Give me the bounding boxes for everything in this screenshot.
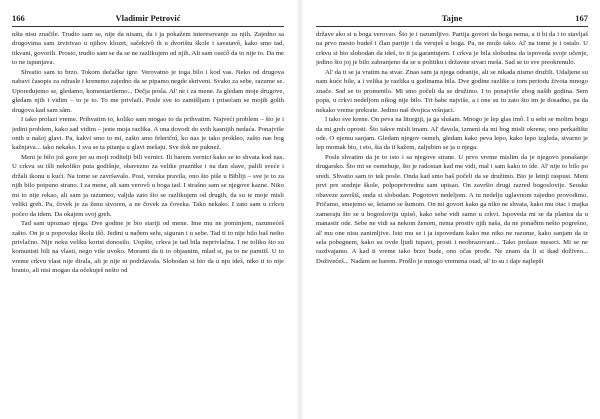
- page-body: [12, 30, 284, 413]
- paragraph: nšta nisu značile. Trudio sam se, nije da nisam, da i ja pokažem interesovanje za njih. Zajedno sa drugovima sam izvirivao u njihov klozet, sačekivô ih u dvorištu škole i savatavô, kako smo tad, tikvani, govorili. Prosto, trudio sam se da se ne razlikujem od njih. Ali sam osećô da to nije to. Da me to ne ispunjava.: [12, 31, 284, 67]
- page-number: 167: [575, 13, 588, 23]
- header-rule: [316, 26, 588, 27]
- page-header: [12, 12, 284, 24]
- right-page: [310, 0, 600, 419]
- paragraph: države ako si u boga verovao. Što je i razumljivo. Partija govori da boga nema, a ti bi da i to stavljaš na prvo mesto budeš i član partije i da veruješ u boga. Pa, ne može tako. Al' na tome je i ostalo. U crkvu si bio slobodan da ideš, to ti ja garantujem. I crkva je bila slobodna da ispoveda svoje učenje, jedino što joj je bilo zabranjeno da se u politiku i državne stvari meša. Sad se to sve preokrenulo.: [316, 31, 588, 67]
- page-header: [316, 12, 588, 24]
- paragraph: I tako sve krene. On peva na liturgiji, ja ga slušam. Mnogo je lep glas imô. I u sebi se molim bogu da mi greh oprosti. Što takve misli imam. Al' đavola, izmeni da mi bog misli okrene, ono perkadište ode. O njemu sanjam. Gledam njegov osmeh, gledam kako peva lepo, kako lepo izgleda, stvarno je lep momak bio, i eto, šta da ti kažem, zaljubim se ja u njega.: [316, 116, 588, 152]
- left-page: [0, 0, 290, 419]
- running-head: Vladimir Petrović: [115, 13, 181, 23]
- paragraph: I tako prolazi vreme. Prihvatim to, koliko sam mogao to da prihvatim. Najveći problem – što je i jedini problem, kako sad vidim – jeste moja razlika. A ona dovodi do svih kasnijih nedaća. Ponajviše onih u našoj glavi. Pa, kakvi smo to mi, zašto smo feleričnî, ko nas je tako prokleo, zašto nas bog kažnjava... tako nekako. I sva se ta pitanja u glavi mešaju. Sve dok ne puknež.: [12, 116, 284, 152]
- paragraph: Tad sam upoznao njega. Dve godine je bio stariji od mene. Ime mu ne pominjem, razumećeš zašto. On je u popovsku školu išô. Jedini u naðem selu, siguran i u sebe. Tad ti to nije bilo baš nešto privlačno. Nije neku veliku korist donosilo. Uopšte, crkva je tad bila neprivlačna. I ne toliko što su komunisti bili na vlasti, nego više uvoko. Morami da ti to objasnim, mlad si, pa to ne pamtiš. U to vreme crkvu vlast nije dirala, ali je nije ni podržavala. Slobodan si bio da u nju ideš, niko ti to nije branio, ali nisi mogao da očekuješ nešto od: [12, 220, 284, 275]
- paragraph: Posle shvatim da je to isto i sa njegove strane. U prvo vreme mislim da je njegovo ponašanje drugarsko. Što mi se osmehuje, što je radostan kad me vidi, mal i sam kako to ide. Al' nije to bilo po sredi. Shvatio sam to tek posle. Onda kad smo baš počeli da se družimo. Bio je letnji raspust. Meni prvi pre srednje škole, polpoprivrednu sam upisao. On završio drugi razred bogoslovije. Seoske obaveze završiš, onda si slobodan. Pogotovo nedeljom. A tu nedelju uglavnom zajedno provodimo. Pričamo, smejemo se, šetamo se šumom. On mi govori kako ga niko ne shvata, kako mu otac i majka zameraju što se u bogosloviju upisô, kako sebe vidi samo u crkvi. Ispoveda mi se da planira da u manastir ode. Sebe ne vidi sa nekom ženom, nema prostiv njih naša, da ne ponaðim nešto pogrešno, al' mu one nisu zanimljive. Isto mu se i ja ispovedam kako me niko ne razume, kako sanjam da iz sela pobegnem, kako su ovde ljudi tupavi, prosti i neobrazovani... Tako prolaze meseci. Mi se ne razdvajamo. A kad ti vreme tako brzo bude, ono očas prođe. Ne znam da li si ikad doživeo... Doživećeš... Nadam se barem. Prošlo je mnogo vremena otad, al' to su i daje najlepši: [316, 153, 588, 265]
- running-head: Tajne: [441, 13, 463, 23]
- page-body: [316, 30, 588, 413]
- header-rule: [12, 26, 284, 27]
- paragraph: Meni je bilo još gore jer su moji roditelji bili vernici. Ili barem vernici kako se to shvata kod nas. U crkvu su išli nekoliko puta godišnje, obavezno za velike praznike i na dan slave, palili sveće i držali ikonu u kući. Na tome se završavalo. Post, verska pravila, ono što piše u Bibliji – sve je to za njih bilo potpuno strano. I za mene, ali sam verovô u boga tad. I strašno sam se njegove kazne. Niko mi to nije rekao, ali sam ja razumeo, valjda zato što se razlikujem od drugih, da su te moje misli veliki greh. Pa, čovek je za ženu stvoren, a ne čovek za čoveka. Tako nekako. I zato sam u crkvu počeo da idem. Da okajem svoj greh.: [12, 153, 284, 218]
- page-number: 166: [12, 13, 25, 23]
- paragraph: Shvatio sam to brzo. Tokom dečačke igre. Verovatno je toga bilo i kod vas. Neko od drugova nabavi časopis za odrasle i krenemo zajedno da se pipamo negde skriveni. Svako za sebe, razume se. Upoređujemo se, gledamo, komentarišemo... Dečja posla. Al' ne i za mene. Ja gledam moje drugove, gledam njih i vidim – to je to. To me privlači. Posle sve to zamišljam i prisećam se mojih golih drugova kad sam sâm.: [12, 68, 284, 114]
- book-gutter: [296, 0, 304, 419]
- paragraph: Al' da ti se ja vratim na stvar. Znao sam ja njega odranije, ali se nikada nismo družili. Udaljene su nam kuće bile, a i velika je razlika u godinama bila. Dve godine razlike u tom periodu života mnogo znače. Sad se to promenilo. Mi smo počeli da se družimo. I to ponajviše zbog našib godina. Sem popa, u crkvi nedeljom nikog nije bilo. Tri babe najviše, a i one su tu zato što im je dosadno, pa da nekako vreme prekrate. Jedino naš dvojica vršnjaci.: [316, 68, 588, 114]
